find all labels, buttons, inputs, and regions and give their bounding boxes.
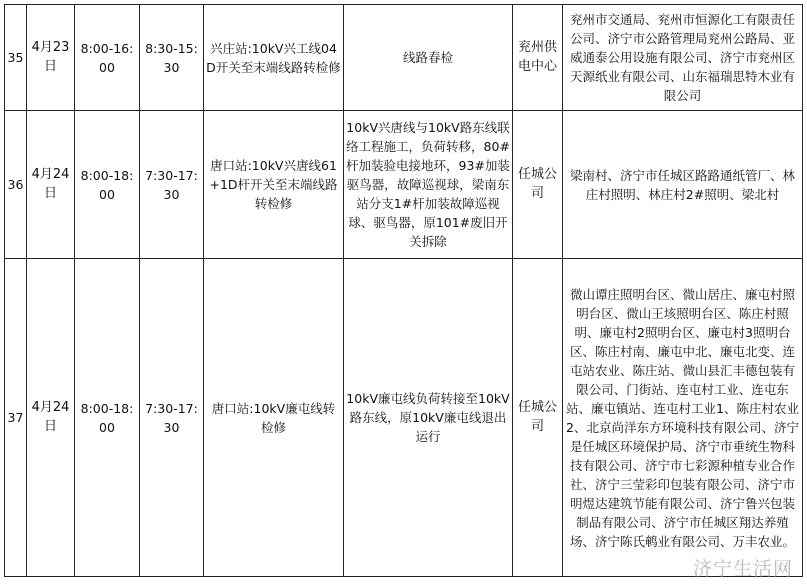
table-row [5, 259, 803, 577]
outage-scope: 唐口站:10kV廉屯线转检修 [204, 259, 344, 577]
affected-customers: 梁南村、济宁市任城区路路通纸管厂、林庄村照明、林庄村2#照明、梁北村 [563, 111, 803, 259]
responsible-unit: 任城公司 [513, 259, 563, 577]
table-row [5, 111, 803, 259]
power-off-time: 8:00-18:00 [75, 259, 140, 577]
work-content: 10kV廉屯线负荷转接至10kV路东线，原10kV廉屯线退出运行 [344, 259, 513, 577]
outage-date: 4月24日 [27, 259, 75, 577]
responsible-unit: 任城公司 [513, 111, 563, 259]
work-time: 7:30-17:30 [140, 111, 204, 259]
work-content: 10kV兴唐线与10kV路东线联络工程施工，负荷转移，80#杆加装验电接地环，93#加装驱鸟器，故障巡视球，梁南东站分支1#杆加装故障巡视球、驱鸟器，原101#废旧开关拆除 [344, 111, 513, 259]
outage-scope: 唐口站:10kV兴唐线61+1D杆开关至末端线路转检修 [204, 111, 344, 259]
affected-customers: 兖州市交通局、兖州市恒源化工有限责任公司、济宁市公路管理局兖州公路局、亚威通泰公用设施有限公司、济宁市兖州区天源纸业有限公司、山东福瑞思特木业有限公司 [563, 5, 803, 111]
row-number: 37 [5, 259, 27, 577]
outage-date: 4月24日 [27, 111, 75, 259]
row-number: 35 [5, 5, 27, 111]
power-off-time: 8:00-18:00 [75, 111, 140, 259]
outage-schedule-table [4, 4, 803, 577]
power-off-time: 8:00-16:00 [75, 5, 140, 111]
table-row [5, 5, 803, 111]
row-number: 36 [5, 111, 27, 259]
affected-customers: 微山谭庄照明台区、微山居庄、廉屯村照明台区、微山王垓照明台区、陈庄村照明、廉屯村2照明台区、廉屯村3照明台区、陈庄村南、廉屯中北、廉屯北变、连屯站农业、陈庄站、微山县汇丰德包装有限公司、门街站、连屯村工业、连屯东站、廉屯镇站、连屯村工业1、陈庄村农业2、北京尚洋东方环境科技有限公司、济宁是任城区环境保护局、济宁市垂统生物科技有限公司、济宁市七彩源种植专业合作社、济宁三莹彩印包装有限公司、济宁市明煜达建筑节能有限公司、济宁鲁兴包装制品有限公司、济宁市任城区翔达养殖场、济宁陈氏鹌业有限公司、万丰农业。 [563, 259, 803, 577]
responsible-unit: 兖州供电中心 [513, 5, 563, 111]
outage-scope: 兴庄站:10kV兴工线04D开关至末端线路转检修 [204, 5, 344, 111]
work-time: 8:30-15:30 [140, 5, 204, 111]
outage-date: 4月23日 [27, 5, 75, 111]
work-content: 线路春检 [344, 5, 513, 111]
watermark-logo: 济宁生活网 [692, 558, 793, 580]
work-time: 7:30-17:30 [140, 259, 204, 577]
